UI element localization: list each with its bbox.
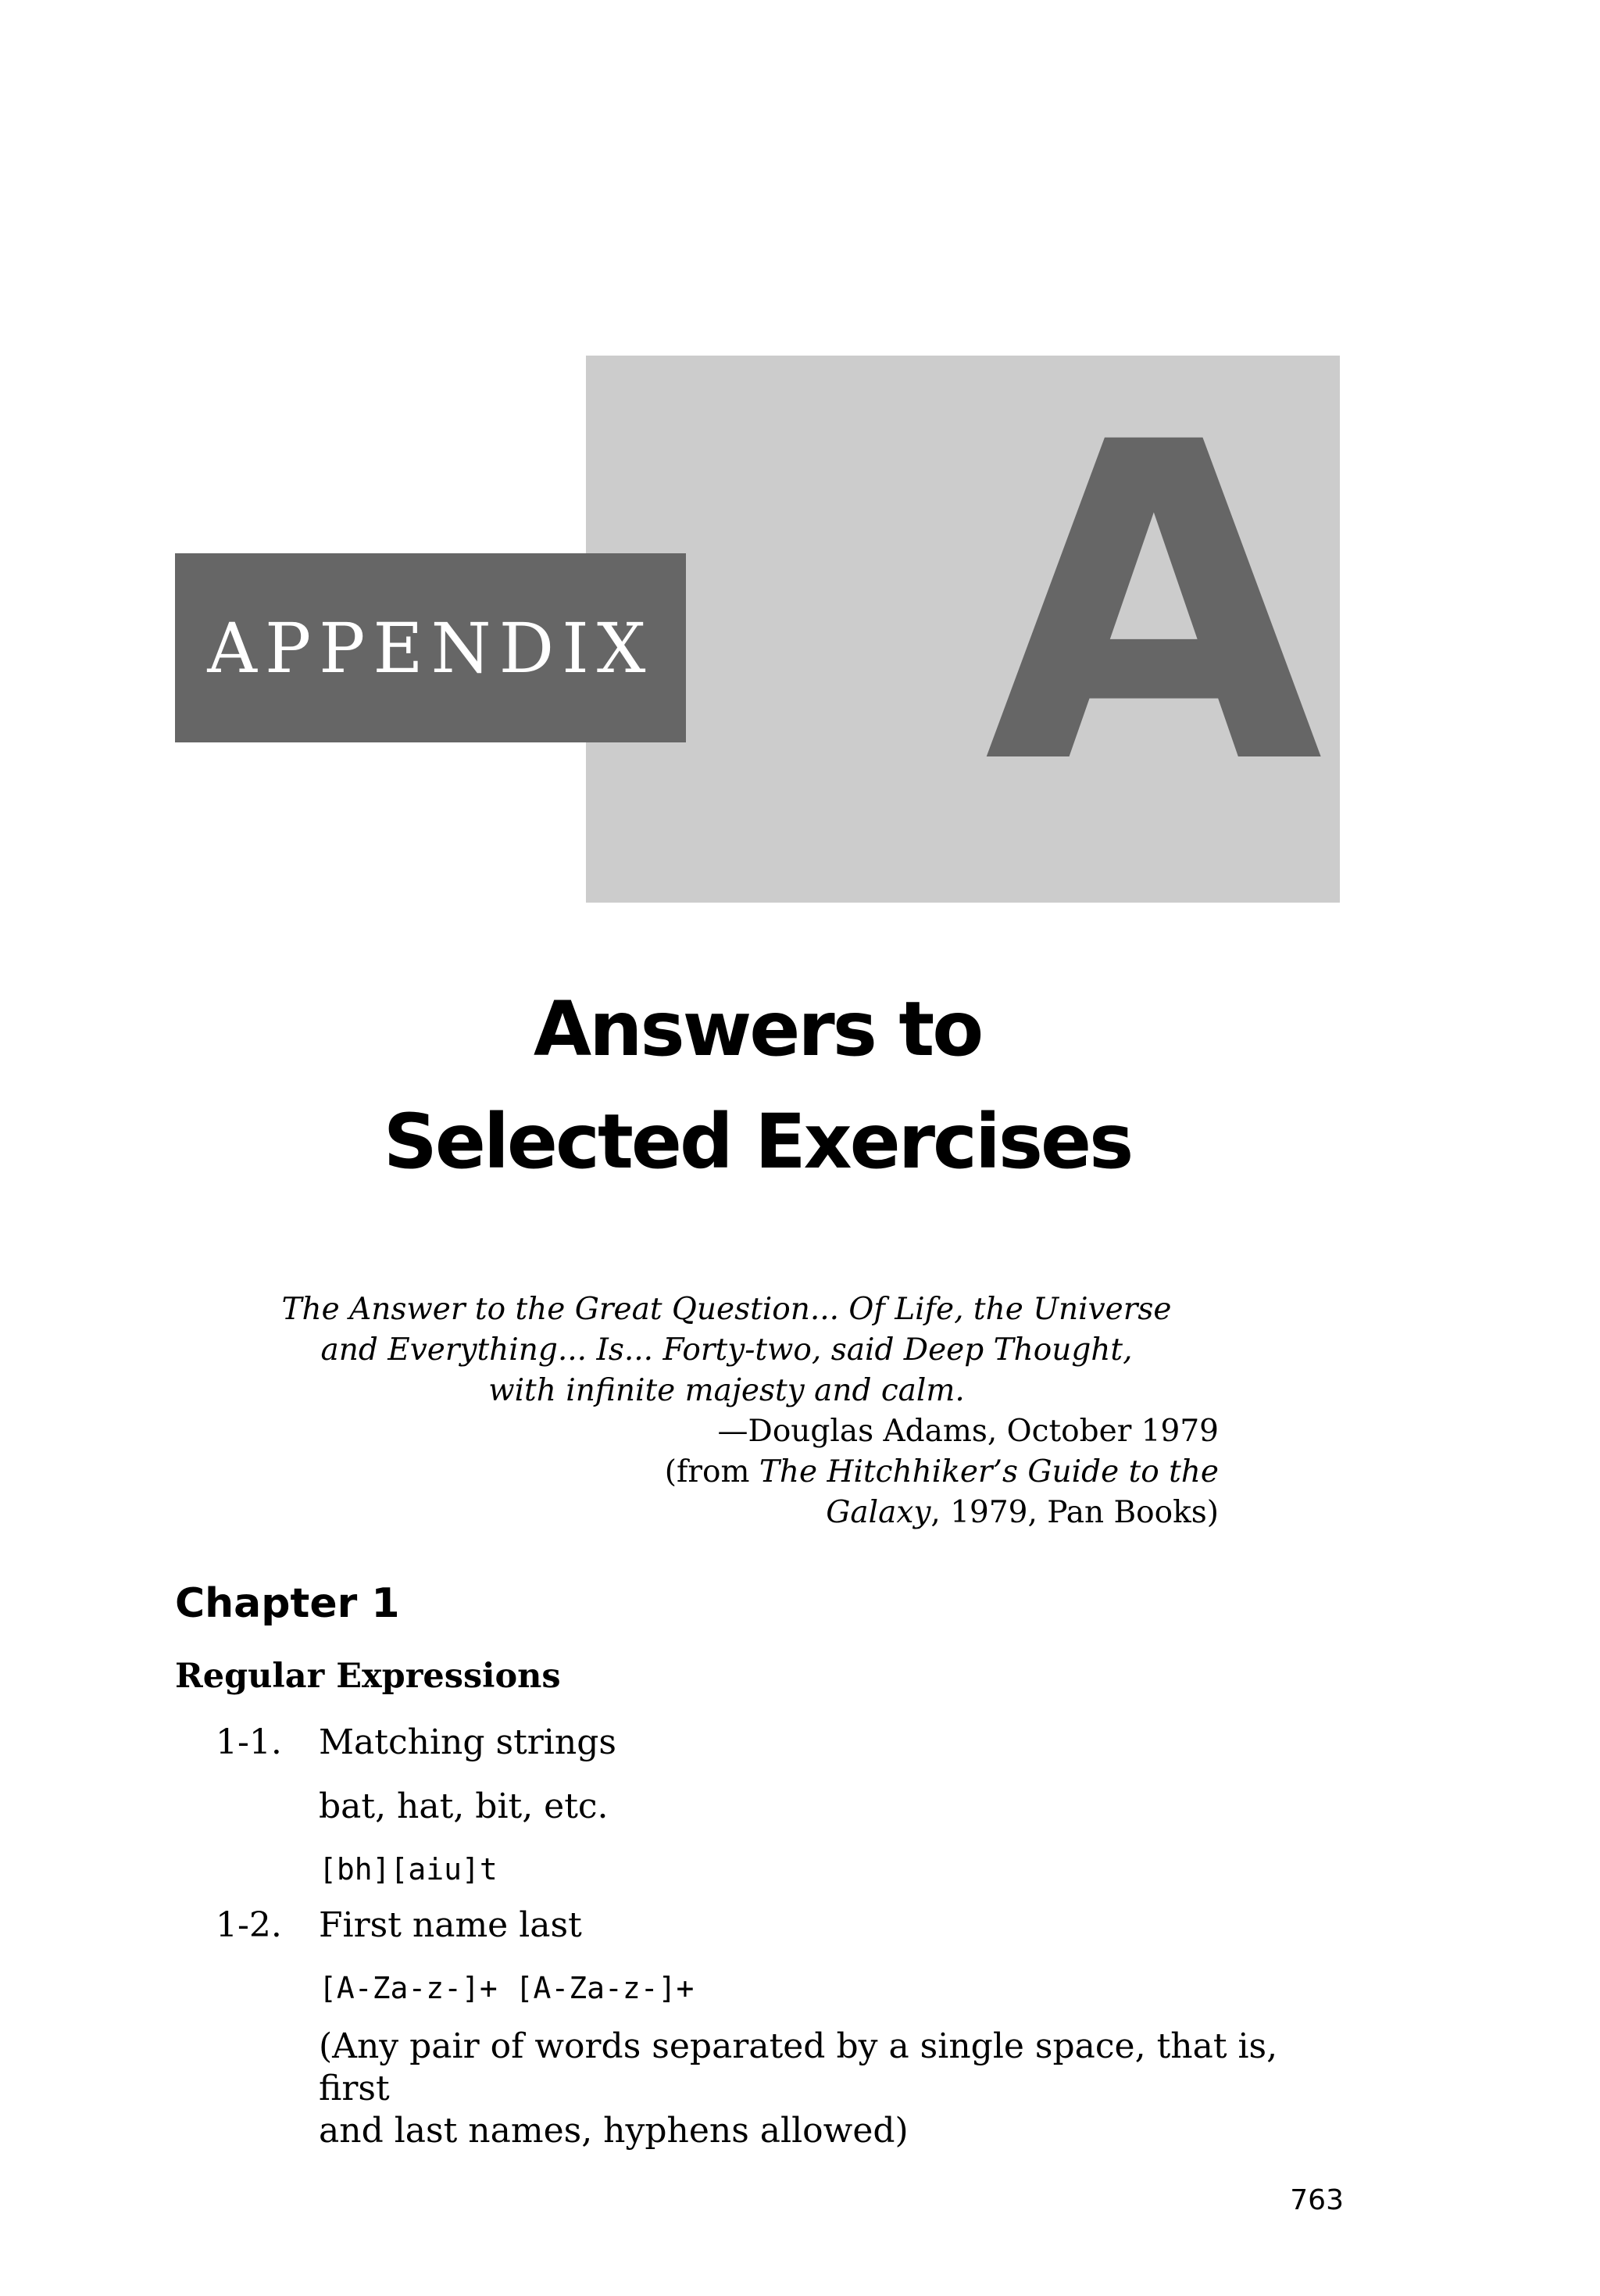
- epigraph-attribution-line-1: —Douglas Adams, October 1979: [717, 1414, 1219, 1449]
- exercise-1-1-number: 1-1.: [216, 1722, 282, 1762]
- exercise-1-2-title: First name last: [319, 1905, 582, 1945]
- page-number: 763: [1290, 2184, 1344, 2216]
- epigraph-attribution-line-3: [234, 1493, 1219, 1533]
- epigraph-quote-line-1: The Answer to the Great Question... Of Life, the Universe: [281, 1292, 1172, 1327]
- exercise-1-2-note-line-2: and last names, hyphens allowed): [319, 2111, 909, 2151]
- page-title-line-1: Answers to: [533, 985, 982, 1073]
- exercise-1-1-title: Matching strings: [319, 1722, 616, 1762]
- epigraph-attribution-prefix: (from: [664, 1454, 759, 1490]
- epigraph-attribution-line-2: [234, 1452, 1219, 1493]
- exercise-1-1-text: bat, hat, bit, etc.: [319, 1786, 609, 1826]
- chapter-heading: Chapter 1: [175, 1580, 400, 1627]
- page-title: [175, 973, 1340, 1198]
- exercise-1-2-note: [319, 2026, 1334, 2152]
- page-title-line-2: Selected Exercises: [383, 1098, 1132, 1186]
- exercise-1-2-note-line-1: (Any pair of words separated by a single space, that is, first: [319, 2026, 1278, 2108]
- section-heading: Regular Expressions: [175, 1657, 561, 1696]
- epigraph-quote-line-2: and Everything... Is... Forty-two, said Deep Thought,: [320, 1332, 1133, 1368]
- appendix-letter: A: [984, 351, 1323, 860]
- epigraph-attribution-suffix: , 1979, Pan Books): [930, 1495, 1219, 1530]
- epigraph-book-title-part-2: Galaxy: [826, 1495, 931, 1530]
- exercise-1-1-code: [bh][aiu]t: [319, 1852, 498, 1887]
- epigraph: [234, 1289, 1219, 1533]
- appendix-label: APPENDIX: [207, 607, 654, 688]
- epigraph-quote-line-3: with infinite majesty and calm.: [488, 1373, 965, 1408]
- exercise-1-2-code: [A-Za-z-]+ [A-Za-z-]+: [319, 1971, 695, 2005]
- exercise-1-2-number: 1-2.: [216, 1905, 282, 1945]
- epigraph-book-title-part-1: The Hitchhiker’s Guide to the: [759, 1454, 1219, 1490]
